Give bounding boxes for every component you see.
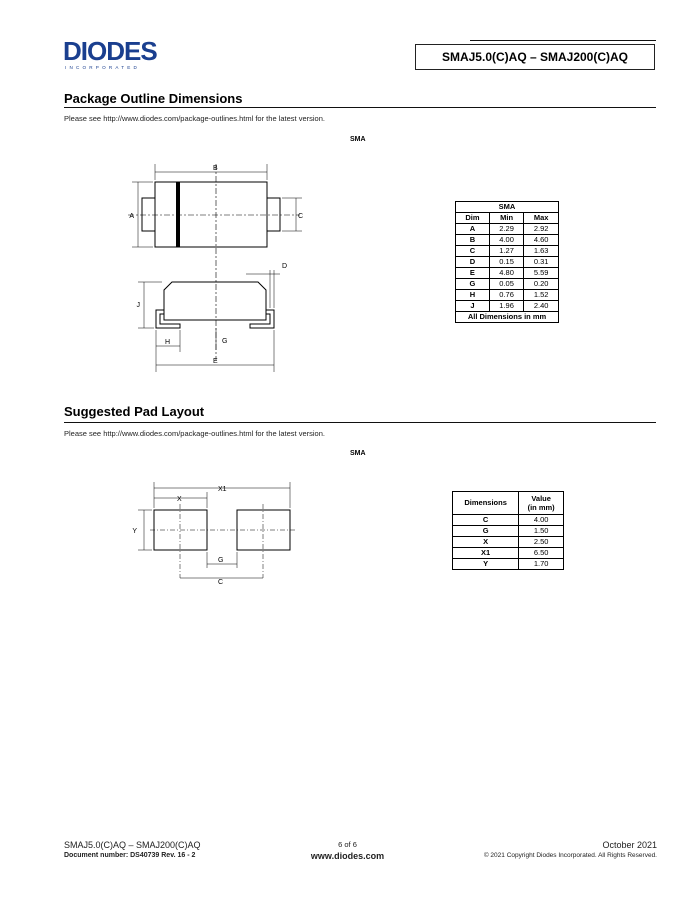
max-cell: 2.92 (524, 224, 559, 235)
dim-label-j: J (136, 302, 140, 309)
pad-layout-drawing (130, 478, 310, 588)
part-number-box (415, 44, 655, 70)
footer-date: October 2021 (602, 840, 657, 850)
min-cell: 0.05 (489, 279, 524, 290)
company-logo (63, 36, 183, 76)
table-row (453, 526, 564, 537)
table-row (456, 279, 559, 290)
dim-cell: A (456, 224, 490, 235)
max-cell: 5.59 (524, 268, 559, 279)
min-cell: 0.76 (489, 290, 524, 301)
dim-cell: X1 (453, 548, 519, 559)
logo-subtext: INCORPORATED (65, 65, 141, 70)
section2-rule (64, 422, 656, 423)
table-title: SMA (456, 202, 559, 213)
header-part-number: SMAJ5.0(C)AQ – SMAJ200(C)AQ (441, 50, 629, 64)
dim-cell: C (453, 515, 519, 526)
footer-doc-number: Document number: DS40739 Rev. 16 - 2 (64, 852, 196, 859)
table-row (453, 548, 564, 559)
min-cell: 4.00 (489, 235, 524, 246)
section-title-package-outline: Package Outline Dimensions (64, 91, 243, 106)
value-header-line2: (in mm) (527, 503, 555, 512)
min-cell: 1.27 (489, 246, 524, 257)
footer-part-number: SMAJ5.0(C)AQ – SMAJ200(C)AQ (64, 840, 201, 850)
dim-cell: D (456, 257, 490, 268)
dim-cell: G (456, 279, 490, 290)
table-row (456, 235, 559, 246)
pad-dim-label-x: X (177, 496, 182, 503)
table-row (453, 559, 564, 570)
table-header: Dim (456, 213, 490, 224)
section1-rule (64, 107, 656, 108)
dim-cell: G (453, 526, 519, 537)
pad-dimensions-table (452, 491, 564, 570)
value-cell: 4.00 (519, 515, 564, 526)
footer-copyright: © 2021 Copyright Diodes Incorporated. All Rights Reserved. (483, 852, 657, 859)
table-header: Dimensions (453, 492, 519, 515)
dim-cell: H (456, 290, 490, 301)
package-dimensions-table (455, 201, 559, 323)
table-row (456, 290, 559, 301)
section-title-pad-layout: Suggested Pad Layout (64, 404, 205, 419)
logo-text: DIODES (63, 36, 157, 66)
min-cell: 4.80 (489, 268, 524, 279)
max-cell: 1.52 (524, 290, 559, 301)
dim-label-d: D (282, 263, 288, 270)
footer-page-number: 6 of 6 (338, 840, 357, 849)
dim-label-b: B (213, 165, 218, 172)
package-outline-drawing (120, 160, 310, 375)
dim-cell: E (456, 268, 490, 279)
max-cell: 2.40 (524, 301, 559, 312)
dim-cell: J (456, 301, 490, 312)
dim-label-e: E (213, 358, 218, 365)
pad-dim-label-y: Y (132, 528, 137, 535)
value-cell: 2.50 (519, 537, 564, 548)
dim-label-c: C (298, 213, 304, 220)
dim-label-g: G (222, 338, 228, 345)
table-row (456, 246, 559, 257)
dim-cell: X (453, 537, 519, 548)
diodes-logo-graphic (63, 36, 183, 76)
table-row (456, 301, 559, 312)
table-header: Max (524, 213, 559, 224)
min-cell: 1.96 (489, 301, 524, 312)
max-cell: 0.31 (524, 257, 559, 268)
value-cell: 6.50 (519, 548, 564, 559)
max-cell: 4.60 (524, 235, 559, 246)
pad-dim-label-c: C (218, 579, 224, 586)
value-cell: 1.50 (519, 526, 564, 537)
table-row (453, 515, 564, 526)
section2-note: Please see http://www.diodes.com/package-outlines.html for the latest version. (64, 429, 325, 438)
cathode-band (176, 182, 180, 247)
section1-package-label: SMA (350, 136, 366, 143)
max-cell: 1.63 (524, 246, 559, 257)
value-cell: 1.70 (519, 559, 564, 570)
table-row (456, 268, 559, 279)
pad-dim-label-g: G (218, 557, 224, 564)
table-header: Min (489, 213, 524, 224)
header-rule (470, 40, 656, 41)
section1-note: Please see http://www.diodes.com/package-outlines.html for the latest version. (64, 114, 325, 123)
table-row (456, 224, 559, 235)
table-row (453, 537, 564, 548)
dim-cell: Y (453, 559, 519, 570)
value-header-line1: Value (531, 494, 551, 503)
min-cell: 2.29 (489, 224, 524, 235)
dim-label-h: H (165, 339, 171, 346)
table-footer: All Dimensions in mm (456, 312, 559, 323)
max-cell: 0.20 (524, 279, 559, 290)
min-cell: 0.15 (489, 257, 524, 268)
dim-label-a: A (129, 213, 134, 220)
pad-dim-label-x1: X1 (218, 486, 227, 493)
footer-website-link[interactable]: www.diodes.com (310, 851, 385, 861)
dim-cell: B (456, 235, 490, 246)
table-row (456, 257, 559, 268)
dim-cell: C (456, 246, 490, 257)
section2-package-label: SMA (350, 450, 366, 457)
table-header-value (519, 492, 564, 515)
